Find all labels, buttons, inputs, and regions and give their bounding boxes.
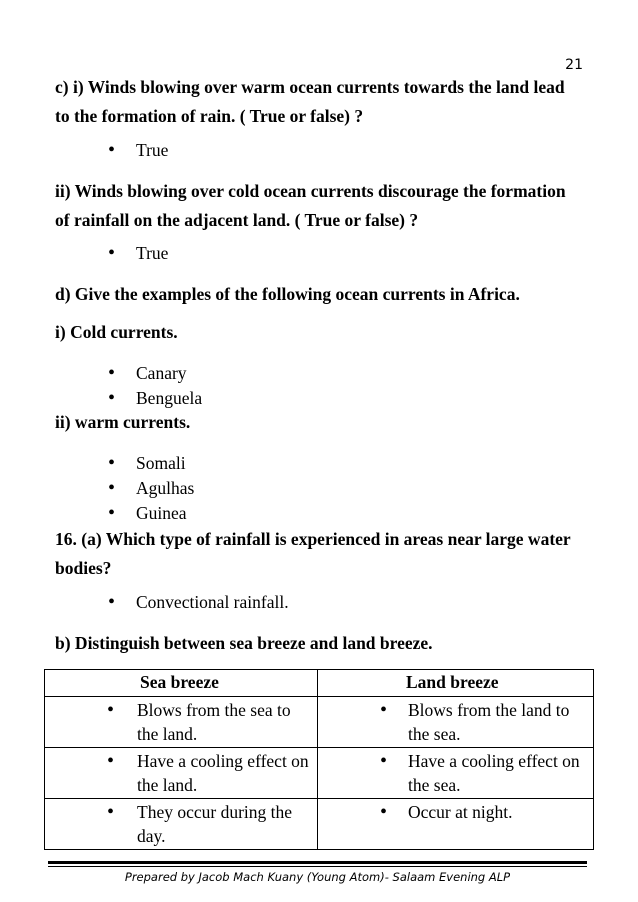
answer-c-i: • True xyxy=(108,138,168,163)
column-header-land-breeze: Land breeze xyxy=(318,670,594,697)
footer-divider-thin xyxy=(48,866,587,867)
answer-c-i-list xyxy=(108,138,168,163)
table-cell: • Have a cooling effect on the land. xyxy=(45,748,318,799)
list-item: • Agulhas xyxy=(108,476,194,501)
column-header-sea-breeze: Sea breeze xyxy=(45,670,318,697)
table-cell: • Have a cooling effect on the sea. xyxy=(318,748,594,799)
list-item: • Guinea xyxy=(108,501,194,526)
table-cell: • Occur at night. xyxy=(318,799,594,850)
question-16a: 16. (a) Which type of rainfall is experienced in areas near large water bodies? xyxy=(55,529,571,578)
list-item: • Benguela xyxy=(108,386,202,411)
question-d-ii: ii) warm currents. xyxy=(55,412,191,432)
question-d-i: i) Cold currents. xyxy=(55,322,178,342)
list-item: • Somali xyxy=(108,451,194,476)
table-header-row xyxy=(45,670,594,697)
question-c-i: c) i) Winds blowing over warm ocean currents towards the land lead to the formation of rain. ( True or false) ? xyxy=(55,77,565,126)
table-row xyxy=(45,748,594,799)
footer-text: Prepared by Jacob Mach Kuany (Young Atom)- Salaam Evening ALP xyxy=(124,870,511,884)
question-16b: b) Distinguish between sea breeze and land breeze. xyxy=(55,633,433,653)
list-item: • Canary xyxy=(108,361,202,386)
table-row xyxy=(45,697,594,748)
breeze-comparison-table xyxy=(44,669,594,850)
question-d: d) Give the examples of the following ocean currents in Africa. xyxy=(55,284,520,304)
answer-c-ii-list xyxy=(108,241,168,266)
table-cell: • Blows from the land to the sea. xyxy=(318,697,594,748)
table-row xyxy=(45,799,594,850)
warm-currents-list xyxy=(108,451,194,526)
cold-currents-list xyxy=(108,361,202,411)
page-number: 21 xyxy=(565,57,583,73)
table-cell: • They occur during the day. xyxy=(45,799,318,850)
answer-c-ii: • True xyxy=(108,241,168,266)
answer-16a: • Convectional rainfall. xyxy=(108,590,289,615)
question-c-ii: ii) Winds blowing over cold ocean currents discourage the formation of rainfall on the adjacent land. ( True or false) ? xyxy=(55,181,566,230)
table-cell: • Blows from the sea to the land. xyxy=(45,697,318,748)
answer-16a-list xyxy=(108,590,289,615)
footer-divider xyxy=(48,861,587,864)
